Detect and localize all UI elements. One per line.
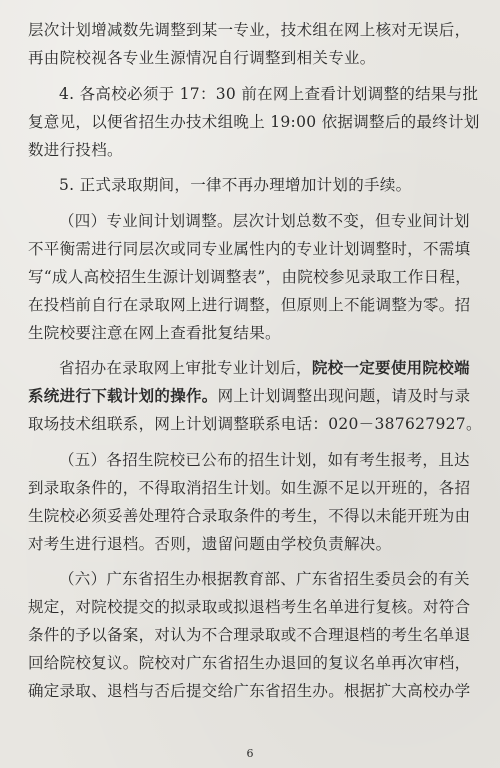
text-line [28,354,472,382]
text-line: 规定，对院校提交的拟录取或拟退档考生名单进行复核。对符合 [28,598,471,616]
paragraph-item-4 [28,80,480,164]
text-line: 在投档前自行在录取网上进行调整，但原则上不能调整为零。招 [28,295,471,314]
text-line: 生院校必须妥善处理符合录取条件的考生，不得以未能开班为由 [28,506,471,525]
text-segment: 网上计划调整出现问题，请及时与录 [217,387,471,405]
paragraph-item-5 [28,171,472,199]
bold-text-segment: 系统进行下载计划的操作。 [28,386,218,405]
text-line: 到录取条件的，不得取消招生计划。如生源不足以开班的，各招 [28,478,471,497]
text-line: 条件的予以备案，对认为不合理录取或不合理退档的考生名单退 [28,626,471,644]
text-segment: 省招办在录取网上审批专业计划后， [59,359,312,377]
text-line: 层次计划增减数先调整到某一专业，技术组在网上核对无误后， [28,21,471,39]
paragraph-section-6 [28,565,472,705]
text-line: （四）专业间计划调整。层次计划总数不变，但专业间计划 [59,211,470,230]
bold-text-segment: 院校一定要使用院校端 [311,358,470,377]
text-line: 回给院校复议。院校对广东省招生办退回的复议名单再次审档， [28,654,471,672]
paragraph-section-5 [28,446,472,558]
text-line: （六）广东省招生办根据教育部、广东省招生委员会的有关 [59,570,470,588]
text-line: 复意见，以便省招生办技术组晚上 19:00 依据调整后的最终计划 [28,112,480,131]
text-line: 生院校要注意在网上查看批复结果。 [28,323,281,342]
text-line [28,382,472,410]
paragraph-section-4 [28,207,472,347]
text-line: 再由院校视各专业生源情况自行调整到相关专业。 [28,49,376,67]
page-number: 6 [246,747,254,760]
text-line: 5. 正式录取期间，一律不再办理增加计划的手续。 [59,176,412,194]
text-line: 数进行投档。 [28,140,123,159]
text-line: 确定录取、退档与否后提交给广东省招生办。根据扩大高校办学 [28,682,471,700]
text-line: 对考生进行退档。否则，遗留问题由学校负责解决。 [28,534,392,553]
text-line: 取场技术组联系，网上计划调整联系电话：020－387627927。 [28,415,482,433]
paragraph-download-plan-notice [28,354,482,438]
text-line: （五）各招生院校已公布的招生计划，如有考生报考，且达 [59,450,470,469]
text-line: 4. 各高校必须于 17：30 前在网上查看计划调整的结果与批 [59,84,479,103]
text-line: 写“成人高校招生生源计划调整表”，由院校参见录取工作日程， [28,267,472,286]
paragraph-level-plan-adjustment-continued [28,16,472,72]
text-line: 不平衡需进行同层次或同专业属性内的专业计划调整时，不需填 [28,239,471,258]
